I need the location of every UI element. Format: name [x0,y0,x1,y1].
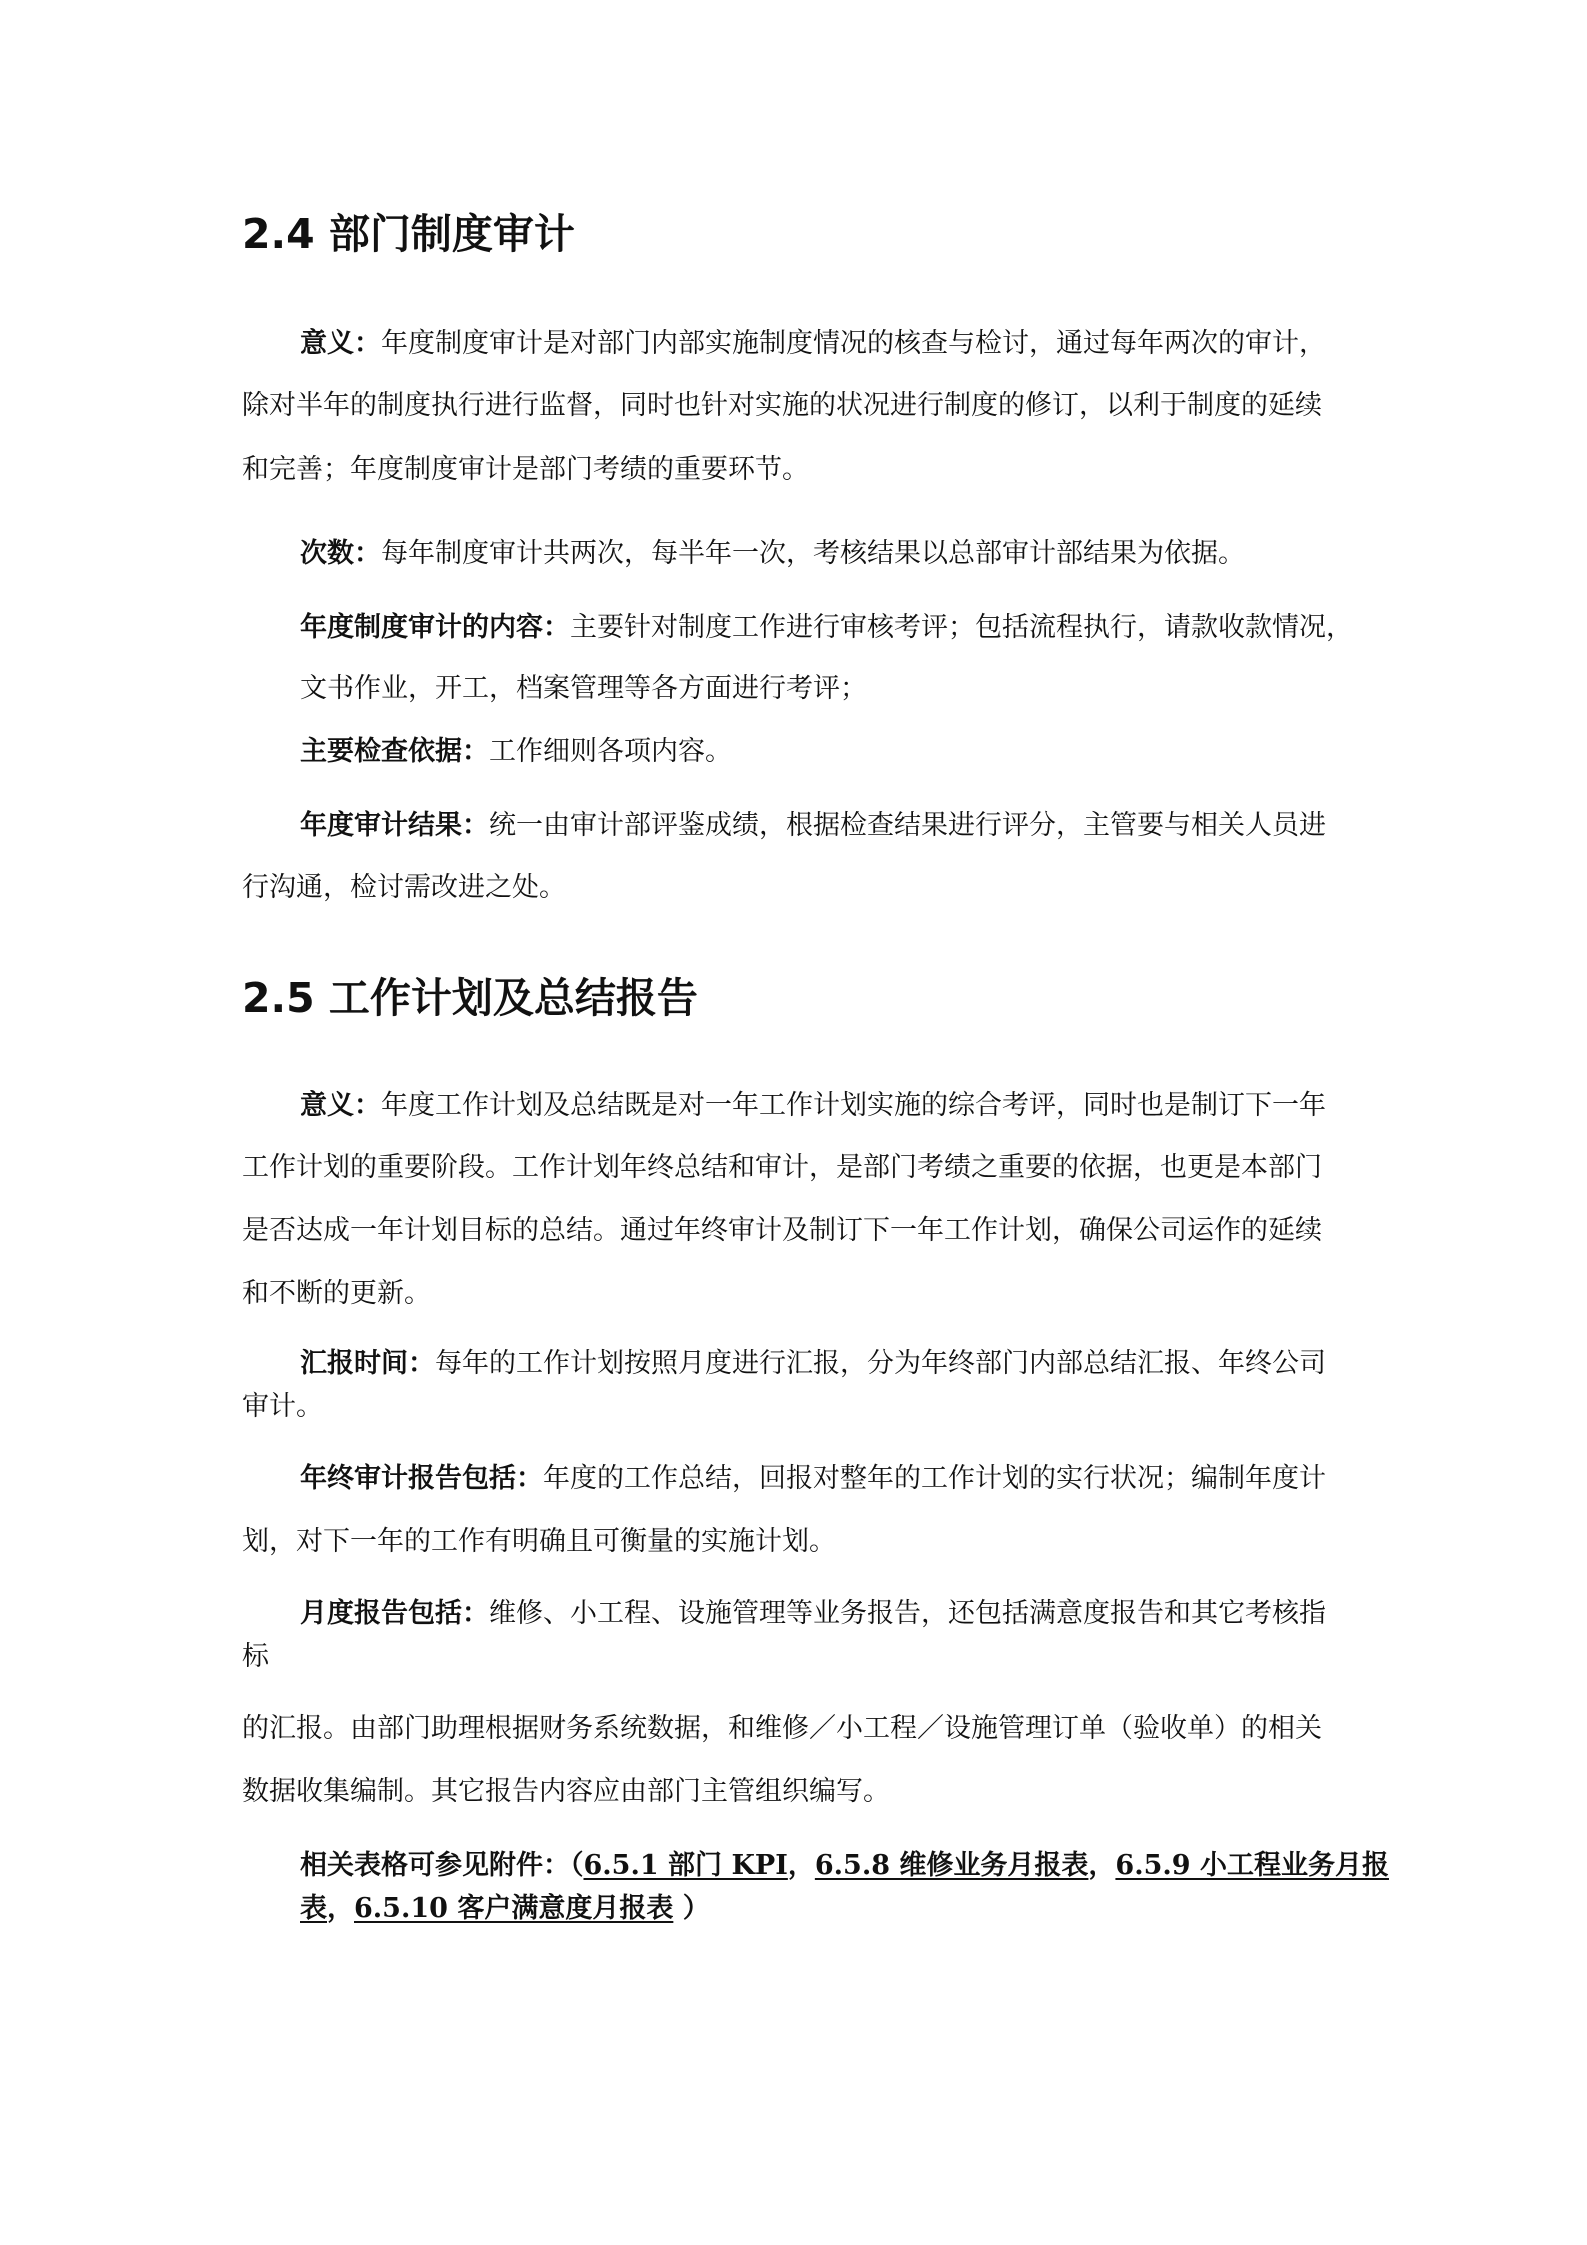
s25-ref-sep-1: ， [787,1850,815,1881]
s24-result-text-1: 统一由审计部评鉴成绩，根据检查结果进行评分，主管要与相关人员进 [489,810,1326,841]
s25-annual-text-2: 划，对下一年的工作有明确且可衡量的实施计划。 [242,1526,836,1557]
s24-content-text-1: 主要针对制度工作进行审核考评；包括流程执行，请款收款情况， [570,612,1353,643]
s24-meaning-text-1: 年度制度审计是对部门内部实施制度情况的核查与检讨，通过每年两次的审计， [381,328,1326,359]
s24-times-label: 次数： [300,538,381,569]
s24-content-paragraph-line-1 [300,614,1353,641]
s24-content-text-2: 文书作业，开工，档案管理等各方面进行考评； [300,673,867,704]
s25-meaning-text-2: 工作计划的重要阶段。工作计划年终总结和审计，是部门考绩之重要的依据，也更是本部门 [242,1152,1322,1183]
s24-basis-label: 主要检查依据： [300,736,489,767]
s24-result-paragraph-line-1 [300,812,1326,839]
s25-monthly-label: 月度报告包括： [300,1598,489,1629]
section-heading-2-4: 2.4 部门制度审计 [242,210,575,258]
section-heading-2-5: 2.5 工作计划及总结报告 [242,974,698,1022]
s25-annual-paragraph-line-1 [300,1465,1326,1492]
s25-meaning-text-1: 年度工作计划及总结既是对一年工作计划实施的综合考评，同时也是制订下一年 [381,1090,1326,1121]
s24-times-paragraph [300,540,1245,567]
s25-annual-label: 年终审计报告包括： [300,1463,543,1494]
s25-ref-sep-3: ， [327,1893,354,1924]
s24-meaning-text-2: 除对半年的制度执行进行监督，同时也针对实施的状况进行制度的修订，以利于制度的延续 [242,390,1322,421]
s25-meaning-text-4: 和不断的更新。 [242,1278,431,1309]
s25-time-text-2: 审计。 [242,1391,323,1422]
s25-ref-prefix: 相关表格可参见附件：（ [300,1850,584,1881]
s25-time-text-1: 每年的工作计划按照月度进行汇报，分为年终部门内部总结汇报、年终公司 [435,1348,1326,1379]
attachment-link-small-project-report[interactable]: 6.5.9 小工程业务月报 [1115,1850,1389,1881]
s24-meaning-text-3: 和完善；年度制度审计是部门考绩的重要环节。 [242,454,809,485]
s25-ref-line-1 [300,1852,1389,1879]
s25-meaning-paragraph-line-1 [300,1092,1326,1119]
attachment-link-kpi[interactable]: 6.5.1 部门 KPI [583,1850,788,1881]
s25-time-label: 汇报时间： [300,1348,435,1379]
s24-times-text: 每年制度审计共两次，每半年一次，考核结果以总部审计部结果为依据。 [381,538,1245,569]
s25-meaning-text-3: 是否达成一年计划目标的总结。通过年终审计及制订下一年工作计划，确保公司运作的延续 [242,1215,1322,1246]
s25-time-paragraph-line-1 [300,1350,1326,1377]
s25-monthly-text-3: 的汇报。由部门助理根据财务系统数据，和维修／小工程／设施管理订单（验收单）的相关 [242,1713,1322,1744]
s24-content-label: 年度制度审计的内容： [300,612,570,643]
s24-meaning-paragraph-line-1 [300,330,1326,357]
attachment-link-satisfaction-report[interactable]: 6.5.10 客户满意度月报表 [354,1893,674,1924]
s25-ref-sep-2: ， [1088,1850,1116,1881]
s24-basis-paragraph [300,738,732,765]
attachment-link-maintenance-report[interactable]: 6.5.8 维修业务月报表 [814,1850,1089,1881]
s24-result-text-2: 行沟通，检讨需改进之处。 [242,872,566,903]
s25-monthly-paragraph-line-1 [300,1600,1326,1627]
attachment-link-small-project-report-cont[interactable]: 表 [300,1893,327,1924]
s25-ref-line-2 [300,1895,710,1922]
s25-monthly-text-2: 标 [242,1641,269,1672]
s25-ref-suffix: ） [673,1893,710,1924]
s25-monthly-text-1: 维修、小工程、设施管理等业务报告，还包括满意度报告和其它考核指 [489,1598,1326,1629]
s24-meaning-label: 意义： [300,328,381,359]
s25-monthly-text-4: 数据收集编制。其它报告内容应由部门主管组织编写。 [242,1776,890,1807]
s24-result-label: 年度审计结果： [300,810,489,841]
s25-annual-text-1: 年度的工作总结，回报对整年的工作计划的实行状况；编制年度计 [543,1463,1326,1494]
s24-basis-text: 工作细则各项内容。 [489,736,732,767]
s25-meaning-label: 意义： [300,1090,381,1121]
